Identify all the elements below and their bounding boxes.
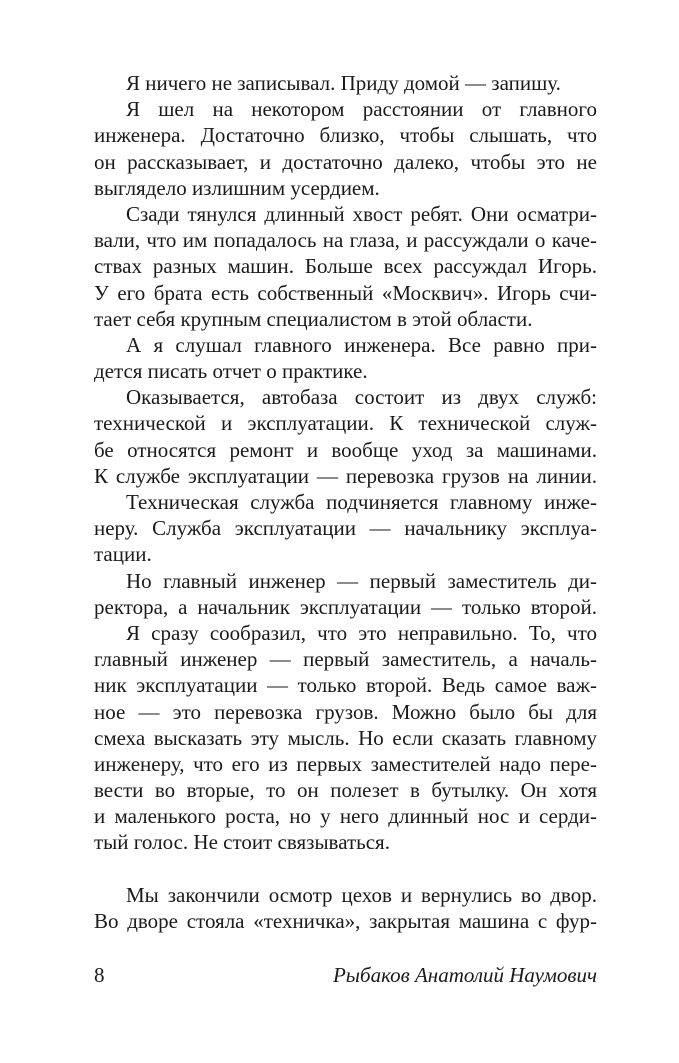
text-line: смеха высказать эту мысль. Но если сказать главному <box>94 725 597 750</box>
text-line: Во дворе стояла «техничка», закрытая машина с фур- <box>94 909 597 933</box>
text-line: инженера. Достаточно близко, чтобы слышать, что <box>94 123 597 148</box>
text-line: ник эксплуатации — только второй. Ведь самое важ- <box>94 673 597 698</box>
text-line: А я слушал главного инженера. Все равно при- <box>126 332 597 357</box>
text-line: Техническая служба подчиняется главному инже- <box>126 490 597 514</box>
text-line: и маленького роста, но у него длинный нос и серди- <box>94 804 597 829</box>
text-line: инженеру, что его из первых заместителей надо пере- <box>94 751 597 776</box>
text-line: Сзади тянулся длинный хвост ребят. Они осматри- <box>126 201 597 226</box>
page-number: 8 <box>94 963 105 987</box>
text-line: он рассказывает, и достаточно далеко, чтобы это не <box>94 149 597 174</box>
text-line: дется писать отчет о практике. <box>94 359 368 384</box>
text-line: тации. <box>94 542 152 567</box>
text-line: вали, что им попадалось на глаза, и рассуждали о каче- <box>94 228 597 253</box>
text-line: Я ничего не записывал. Приду домой — запишу. <box>126 71 561 95</box>
text-line: Оказывается, автобаза состоит из двух служб: <box>126 385 597 410</box>
section-gap <box>94 856 597 882</box>
text-line: Я шел на некотором расстоянии от главного <box>126 97 597 122</box>
text-line: бе относятся ремонт и вообще уход за машинами. <box>94 437 597 462</box>
running-title: Рыбаков Анатолий Наумович <box>332 963 597 987</box>
text-line: технической и эксплуатации. К технической служ- <box>94 411 597 436</box>
text-line: Мы закончили осмотр цехов и вернулись во двор. <box>126 882 597 907</box>
text-line: ствах разных машин. Больше всех рассуждал Игорь. <box>94 254 597 279</box>
text-line: Я сразу сообразил, что это неправильно. То, что <box>126 620 597 645</box>
page-text <box>94 70 597 934</box>
text-line: выглядело излишним усердием. <box>94 175 380 200</box>
text-line: К службе эксплуатации — перевозка грузов на линии. <box>94 463 597 488</box>
text-line: ректора, а начальник эксплуатации — только второй. <box>94 594 597 619</box>
text-line: вести во вторые, то он полезет в бутылку. Он хотя <box>94 778 597 803</box>
text-line: ное — это перевозка грузов. Можно было бы для <box>94 699 597 724</box>
text-line: У его брата есть собственный «Москвич». Игорь счи- <box>94 280 597 305</box>
text-line: главный инженер — первый заместитель, а началь- <box>94 647 597 672</box>
text-line: неру. Служба эксплуатации — начальнику эксплуа- <box>94 516 597 541</box>
text-line: Но главный инженер — первый заместитель ди- <box>126 568 597 593</box>
text-line: тает себя крупным специалистом в этой области. <box>94 306 533 331</box>
text-line: тый голос. Не стоит связываться. <box>94 830 390 855</box>
